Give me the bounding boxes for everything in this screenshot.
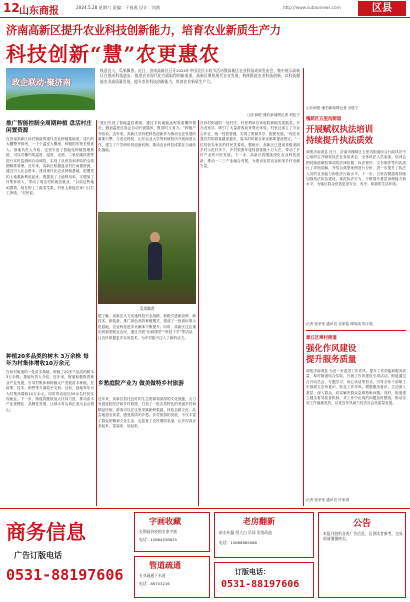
ad-drain-title: 管道疏通 xyxy=(149,560,181,570)
lead-credit: 山东商报·速豹新闻网记者 刘佳宁 xyxy=(247,113,300,117)
ad-calligraphy xyxy=(134,512,210,552)
banner-hill xyxy=(6,94,95,110)
section1-label: 槐荫区五里沟街道 xyxy=(306,117,342,122)
ad-drain xyxy=(134,556,210,598)
ad-notice-title: 公告 xyxy=(353,519,372,529)
section-tag: 区县 xyxy=(358,1,406,16)
page-number: 12 xyxy=(3,1,20,15)
headline-title: 科技创新“慧”农更惠农 xyxy=(6,42,221,66)
col2-body-1: “我们引进了智能温控系统，通过手机就能远程查看棚内情况，遇到温度过高会自动开窗通风，既省时又省力。”种植户介绍说。近年来，高新区坚持把科技创新作为推动农业发展的重要引擎，与省农科院、山东农业大学等科研院所开展深度合作，建立了产学研协同创新机制，推动农业科技成果在当地转化落地。 xyxy=(98,121,196,153)
section2-body: 商报济南消息 为进一步改进工作作风，提升工作效能和服务质量，埠村街道结合实际，开展了作风建设专项活动。街道通过召开动员会、专题学习、谈心谈话等形式，引导全体干部职工牢固树立宗旨意识，转变工作作风，增强服务意识，主动深入基层、深入群众，切实解决群众急难愁盼问题。同时，街道建立健全督导检查机制，对工作中出现的问题及时整改，推动各项工作落地见效，以优良作风助力经济社会高质量发展。 xyxy=(306,369,406,406)
ad-drain-line2[interactable]: 电话：86703216 xyxy=(139,581,170,586)
ad-calligraphy-line1: 长期高价收购名家字画 xyxy=(139,529,177,534)
section1-credit: 记者 张孝荣 通讯员 邓家铭 谭凤琪 郭宇航 xyxy=(306,322,373,326)
banner-title: 政企联动·聚济南 xyxy=(12,77,71,87)
photo-caption: 瓜果飘香 xyxy=(139,306,155,311)
ad-renovation-title: 老房翻新 xyxy=(243,516,275,526)
ad-order xyxy=(214,562,314,598)
column-rule-2 xyxy=(198,120,199,506)
ad-shangwu xyxy=(4,512,130,598)
headline-kicker: 济南高新区提升农业科技创新能力，培育农业新质生产力 xyxy=(6,23,281,37)
ad-notice-body: 本报刊登的各类广告信息，仅供读者参考，交易前请谨慎核实。 xyxy=(323,531,403,542)
banner-image xyxy=(6,68,95,110)
ad-order-title: 订版电话： xyxy=(235,568,270,576)
section-divider xyxy=(306,330,406,331)
col1-body-2: 在孙村街道的一处苗木基地，种植了20多个品类的树木3万余株。基地负责人介绍，近年来，街道积极推进林业产业发展，引导村集体和种植大户发展苗木种植，在政策、技术、销售等方面给予支持。目前，基地每年可为村集体增收10万余元，同时带动周边50余名村民实现就业。下一步，街道将继续加大扶持力度，推动苗木产业规模化、品牌化发展，让绿水青山真正成为金山银山。 xyxy=(6,370,94,412)
ad-shangwu-phone[interactable]: 0531-88197606 xyxy=(6,566,124,584)
website-url[interactable]: http://www.subaonews.com xyxy=(283,5,341,10)
col3-top-credit: 山东商报·速豹新闻网记者 刘佳宁 xyxy=(306,106,359,110)
ad-notice xyxy=(318,512,406,598)
column-rule-3 xyxy=(303,68,304,506)
lead-paragraph: 秋意宜人，瓜果飘香。近日，济南高新区召开2024年中国农民丰收节活动暨高新区农业科技成果发布会，集中展示高新区在推动科技进步、推进农业现代化方面取得的新成果。高新区聚焦现代农业发展，持续推进农业科技创新，以科技赋能农业高质量发展，提升农业科技创新能力，培育农业新质生产力。 xyxy=(100,68,300,84)
ad-renovation-line2[interactable]: 电话：15866889088 xyxy=(219,540,257,545)
col1-subhead: 推广智能控制全周期种植 盘活村庄闲置资源 xyxy=(6,121,92,134)
ad-renovation xyxy=(214,512,314,558)
ad-order-phone[interactable]: 0531-88197606 xyxy=(221,579,300,590)
section2-label: 章丘区埠村街道 xyxy=(306,336,337,341)
issue-meta: 2024.5.28 星期六 责编：于春燕 设计：刘茜 xyxy=(76,5,160,10)
paper-name: 山东商报 xyxy=(19,6,59,17)
ad-calligraphy-title: 字画收藏 xyxy=(149,516,181,526)
section2-credit: 记者 张孝荣 通讯员 许家琪 xyxy=(306,498,349,502)
ad-shangwu-sub: 广告订版电话 xyxy=(14,551,62,560)
column-rule-1 xyxy=(96,120,97,506)
section1-title-1: 开展赋权执法培训 xyxy=(306,124,373,134)
col2b-body: 在孙村街道的一处村庄，村民利用自家庭院种植瓜果蔬菜、开办农家乐，吸引了大量游客前来观光体验。村里还成立了专业合作社，统一经营管理，实现了资源共享、抱团发展。“现在来我们村的游客越来越多，周末的时候农家乐都要提前预订。”一位经营农家乐的村民笑着说。据统计，高新区已建成省级美丽乡村示范村多个，乡村旅游年接待游客数十万人次，带动了乡村产业的兴旺发展。下一步，高新区将继续深化农业科技创新，推动一二三产业融合发展，为建设宜居宜业和美乡村贡献力量。 xyxy=(200,121,300,169)
masthead-bar xyxy=(0,0,410,18)
ad-renovation-line1: 防水补漏 刮大白 吊顶 旧房改造 xyxy=(219,530,272,535)
col2-body-2: 据了解，高新区大力实施科技兴农战略，积极引进新品种、新技术、新装备，推广绿色高效种植模式，建成了一批高标准示范基地，农业科技进步贡献率不断提升。同时，高新区还注重培育新型职业农民，通过开展“田间课堂”“科技下乡”等活动，让农民掌握更多实用技术，为乡村振兴注入了新的活力。 xyxy=(98,314,196,340)
section1-body: 商报济南消息 近日，济南市槐荫区五里沟街道综合行政执法中心组织召开赋权执法业务培训会，全体执法人员参加。培训会围绕街道赋权事项的法律依据、执法程序、文书制作等内容进行了详细讲解，并结合典型案例进行分析，进一步提升了执法人员的业务能力和依法行政水平。下一步，五里沟街道将持续加强执法队伍建设，规范执法行为，不断提升基层治理能力和水平，为辖区群众营造更加安全、有序、和谐的生活环境。 xyxy=(306,150,406,187)
ad-calligraphy-line2[interactable]: 电话：15864538625 xyxy=(139,537,177,542)
ad-drain-line1: 专业疏通下水道 xyxy=(139,573,166,578)
col1-body-1: 在济南高新区孙村街道的现代农业种植基地里，成片的大棚整齐排列，一个个温室大棚里，种植的作物长势喜人。基地负责人介绍，这里引进了智能化种植管理系统，可以对棚内的温度、湿度、光照、二氧化碳浓度等进行实时监测和自动调控，实现了从育苗到采收的全周期精准管理。近年来，高新区积极盘活村庄闲置资源，通过引入社会资本，建设现代化农业种植基地，把撂荒的土地重新利用起来，既提高了土地利用率，又增加了村集体收入，带动了周边村民就近就业。“以前这些地闲置着，现在种上了蔬菜瓜果，村里人都能在家门口打工挣钱。”村民说。 xyxy=(6,137,94,196)
photo-person xyxy=(148,242,162,280)
ad-shangwu-title: 商务信息 xyxy=(6,520,86,544)
section1-title-2: 持续提升执法质效 xyxy=(306,135,373,145)
article-photo xyxy=(98,212,196,304)
col1-subhead-2: 种植20多品类的树木 3万余株 每年为村集体增收10万余元 xyxy=(6,354,89,367)
col2-subhead: 乡愁庭院产业为 做美做特乡村旅游 xyxy=(98,381,184,387)
section2-title-1: 强化作风建设 xyxy=(306,343,357,353)
section2-title-2: 提升服务质量 xyxy=(306,354,357,364)
col2-body-3: 近年来，高新区依托良好的生态资源和深厚的文化底蕴，大力发展庭院经济和乡村旅游，打造了一批各具特色的美丽乡村和精品民宿。游客可以在这里采摘新鲜果蔬、体验农耕文化、品尝地道农家菜，感受浓浓的乡愁。乡村旅游的发展，不仅丰富了群众的精神文化生活，也拓宽了农民增收渠道，让乡村真正美起来、富起来、活起来。 xyxy=(98,397,196,429)
